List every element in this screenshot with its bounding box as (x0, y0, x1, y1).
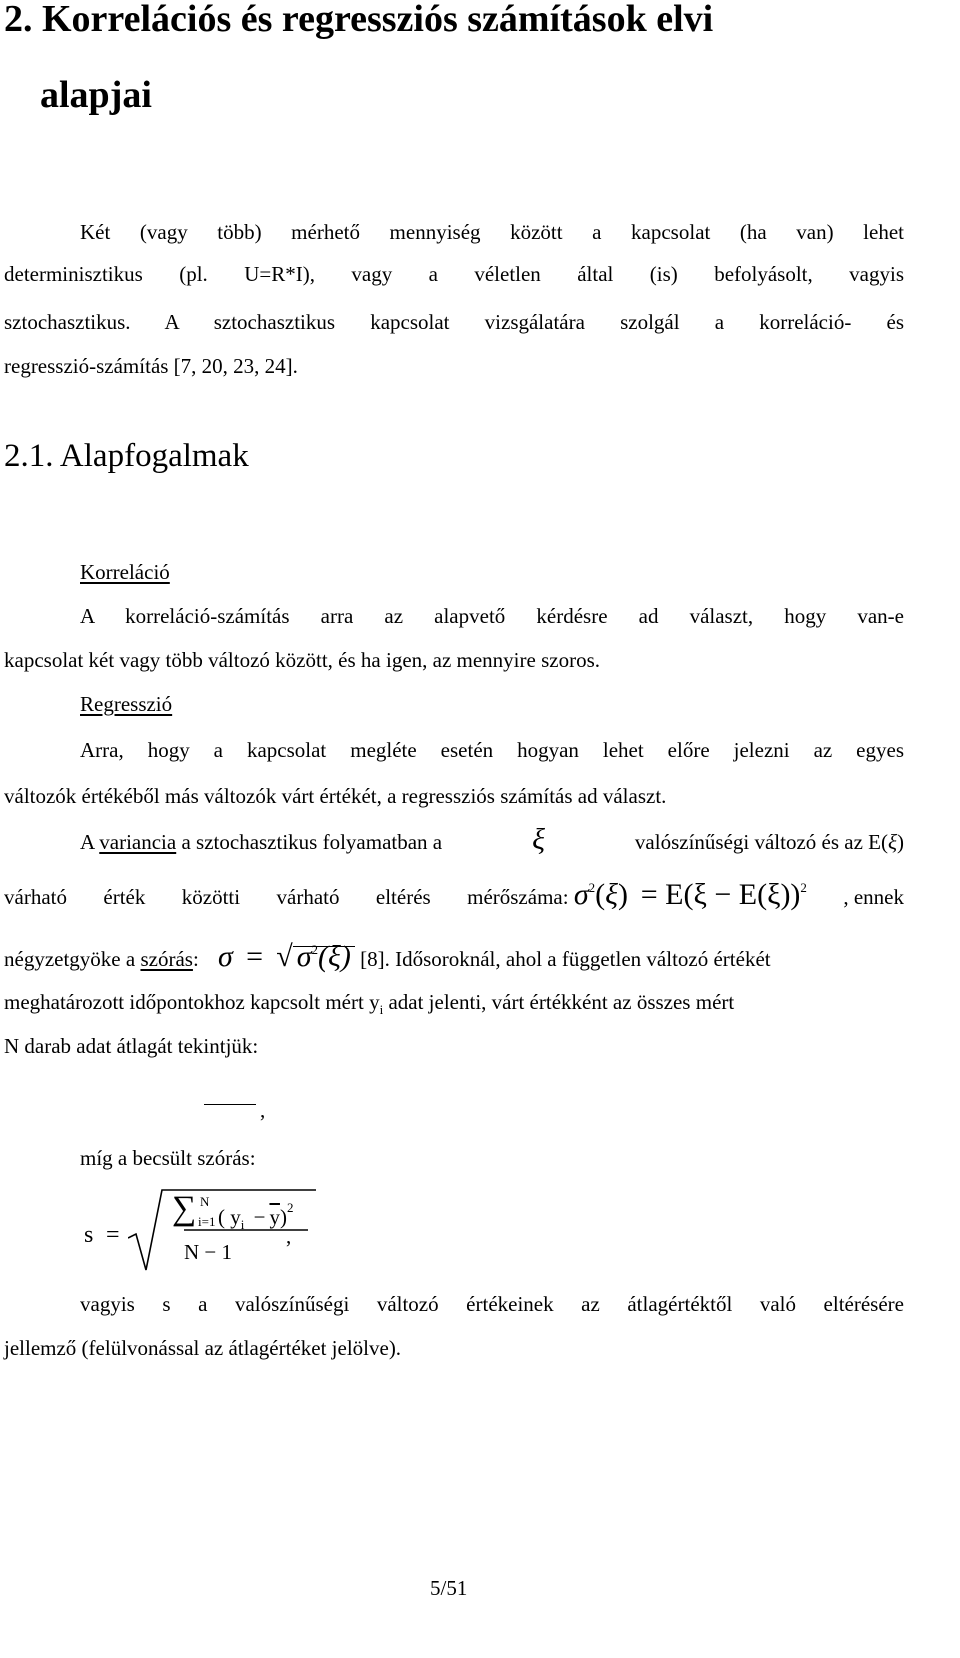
sum-term: ( $y_i - \overline{y})^2$ (218, 1200, 294, 1232)
regresszio-term: Regresszió (80, 692, 173, 716)
intro-line-2: determinisztikus (pl. U=R*I), vagy a véletlen által (is) befolyásolt, vagyis (4, 262, 904, 286)
sum-upper: N (200, 1194, 210, 1209)
korrelacio-term: Korreláció (80, 560, 170, 584)
intro-line-1: Két (vagy több) mérhető mennyiség között a kapcsolat (ha van) lehet (80, 220, 904, 244)
section-title: 2.1. Alapfogalmak (4, 438, 249, 474)
chapter-title-line1: 2. Korrelációs és regressziós számítások elvi (4, 0, 714, 40)
s-symbol: s (84, 1222, 94, 1248)
variancia-line-1 (80, 823, 904, 856)
xi-symbol: ξ (532, 823, 545, 856)
denominator: N − 1 (184, 1240, 233, 1264)
estimate-lead: míg a becsült szórás: (80, 1146, 256, 1170)
sum-lower: i=1 (198, 1214, 216, 1229)
korrelacio-line-2: kapcsolat két vagy több változó között, és ha igen, az mennyire szoros. (4, 648, 600, 672)
chapter-title-line2: alapjai (40, 74, 152, 116)
variancia-term: variancia (99, 830, 177, 854)
variancia-text-a: A variancia a sztochasztikus folyamatban a (80, 830, 443, 854)
closing-line-2: jellemző (felülvonással az átlagértéket jelölve). (4, 1336, 402, 1360)
closing-line-1: vagyis s a valószínűségi változó értékeinek az átlagértéktől való eltérésére (80, 1292, 904, 1316)
variancia-text-b: valószínűségi változó és az E(ξ) (634, 830, 904, 854)
variance-formula: mérőszáma: $\sigma^2(\xi) = E(\xi - E(\xi))^2$ (467, 878, 807, 911)
intro-line-3: sztochasztikus. A sztochasztikus kapcsolat vizsgálatára szolgál a korreláció- és (4, 310, 904, 334)
variancia-line-4: meghatározott időpontokhoz kapcsolt mért $y_i$ adat jelenti, várt értékként az összes mért (4, 990, 735, 1017)
variancia-line-3: négyzetgyöke a szórás: σ = √ $\sigma^2(\xi)$ [8]. Idősoroknál, ahol a független változó értékét (4, 940, 771, 973)
regresszio-line-1: Arra, hogy a kapcsolat megléte esetén hogyan lehet előre jelezni az egyes (80, 738, 904, 762)
variancia-line-2: várható érték közötti várható eltérés mérőszáma: $\sigma^2(\xi) = E(\xi - E(\xi))^2$ , ennek (4, 878, 904, 911)
sd-formula: σ = √ $\sigma^2(\xi)$ (218, 947, 360, 971)
mean-formula-bar (204, 1104, 256, 1105)
intro-line-4: regresszió-számítás [7, 20, 23, 24]. (4, 354, 298, 378)
variancia-line-5: N darab adat átlagát tekintjük: (4, 1034, 259, 1058)
sigma-sum-icon: ∑ (172, 1190, 197, 1227)
estimate-comma: , (286, 1224, 292, 1248)
korrelacio-line-1: A korreláció-számítás arra az alapvető kérdésre ad választ, hogy van-e (80, 604, 904, 628)
s-equals: = (106, 1222, 120, 1248)
regresszio-line-2: változók értékéből más változók várt értékét, a regressziós számítás ad választ. (4, 784, 667, 808)
szoras-term: szórás (140, 947, 193, 971)
page-number: 5/51 (430, 1576, 468, 1600)
mean-formula-comma: , (260, 1098, 266, 1122)
